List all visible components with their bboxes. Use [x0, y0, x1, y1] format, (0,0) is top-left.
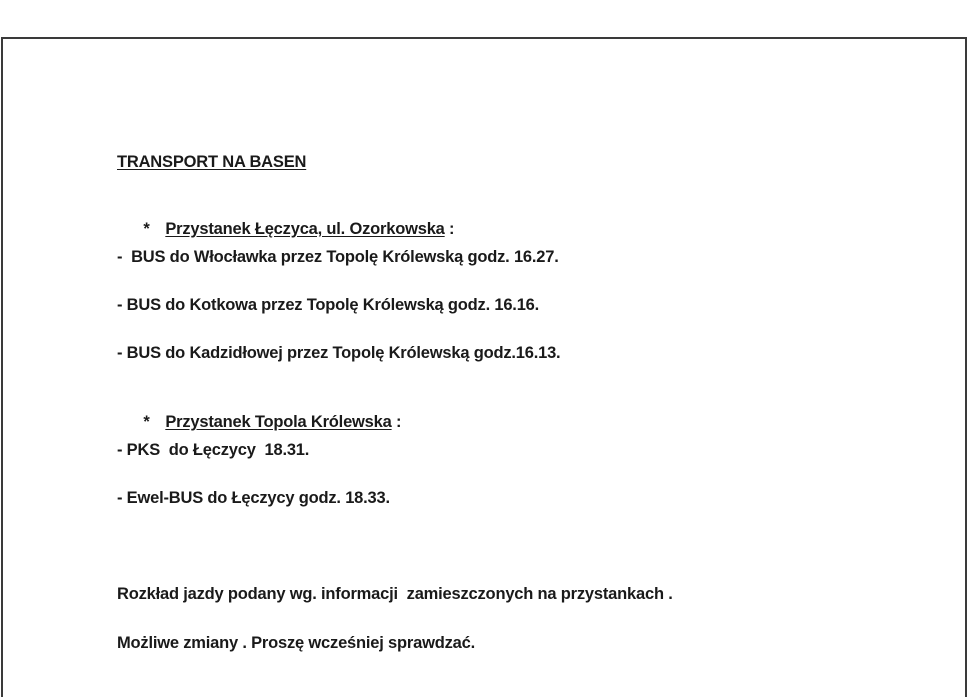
bullet-marker: * [143, 413, 150, 431]
document-page [1, 37, 967, 697]
bus-line-5: - Ewel-BUS do Łęczycy godz. 18.33. [117, 489, 390, 507]
stop-1-suffix: : [444, 220, 455, 238]
note-2: Możliwe zmiany . Proszę wcześniej sprawdzać. [117, 634, 475, 652]
bus-line-4: - PKS do Łęczycy 18.31. [117, 441, 310, 459]
stop-2-suffix: : [391, 413, 402, 431]
heading: TRANSPORT NA BASEN [117, 153, 307, 171]
bus-line-3: - BUS do Kadzidłowej przez Topolę Królewską godz.16.13. [117, 344, 561, 362]
stop-1-name: Przystanek Łęczyca, ul. Ozorkowska [165, 220, 445, 238]
note-1: Rozkład jazdy podany wg. informacji zamieszczonych na przystankach . [117, 585, 673, 603]
bullet-marker: * [143, 220, 150, 238]
bus-line-2: - BUS do Kotkowa przez Topolę Królewską godz. 16.16. [117, 296, 540, 314]
bus-line-1: - BUS do Włocławka przez Topolę Królewską godz. 16.27. [117, 248, 559, 266]
stop-2-name: Przystanek Topola Królewska [165, 413, 392, 431]
